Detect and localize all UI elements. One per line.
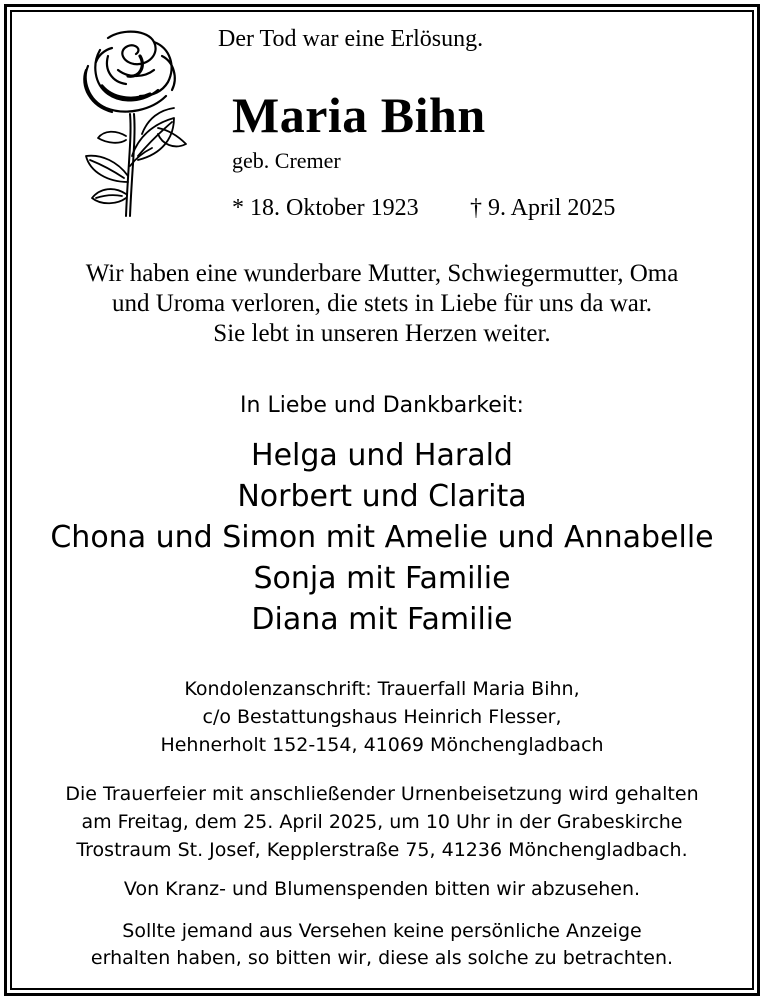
intro-line: Sie lebt in unseren Herzen weiter.: [213, 320, 551, 347]
closing-line: Sollte jemand aus Versehen keine persönliche Anzeige: [122, 920, 642, 942]
maiden-name: geb. Cremer: [232, 148, 341, 173]
death-date: † 9. April 2025: [470, 195, 616, 221]
ceremony-line: am Freitag, dem 25. April 2025, um 10 Uhr in der Grabeskirche: [81, 811, 683, 833]
motto: Der Tod war eine Erlösung.: [218, 26, 484, 52]
deceased-name: Maria Bihn: [232, 87, 486, 143]
mourner-line: Sonja mit Familie: [253, 561, 511, 596]
mourner-line: Chona und Simon mit Amelie und Annabelle: [50, 520, 714, 555]
rose-icon: [78, 26, 198, 222]
mourner-line: Norbert und Clarita: [237, 479, 527, 514]
condolence-address-line: c/o Bestattungshaus Heinrich Flesser,: [202, 706, 562, 728]
condolence-address-line: Hehnerholt 152-154, 41069 Mönchengladbach: [160, 734, 604, 756]
thanks-line: In Liebe und Dankbarkeit:: [240, 393, 524, 418]
ceremony-line: Die Trauerfeier mit anschließender Urnenbeisetzung wird gehalten: [65, 783, 699, 805]
flowers-note: Von Kranz- und Blumenspenden bitten wir abzusehen.: [123, 878, 641, 900]
ceremony-line: Trostraum St. Josef, Kepplerstraße 75, 41236 Mönchengladbach.: [76, 839, 688, 861]
birth-date: * 18. Oktober 1923: [232, 195, 419, 221]
mourner-line: Helga und Harald: [251, 438, 513, 473]
mourner-line: Diana mit Familie: [251, 602, 513, 637]
condolence-address-line: Kondolenzanschrift: Trauerfall Maria Bihn,: [184, 678, 580, 700]
intro-line: und Uroma verloren, die stets in Liebe für uns da war.: [111, 290, 653, 317]
closing-line: erhalten haben, so bitten wir, diese als solche zu betrachten.: [90, 947, 674, 969]
intro-line: Wir haben eine wunderbare Mutter, Schwiegermutter, Oma: [85, 260, 679, 287]
